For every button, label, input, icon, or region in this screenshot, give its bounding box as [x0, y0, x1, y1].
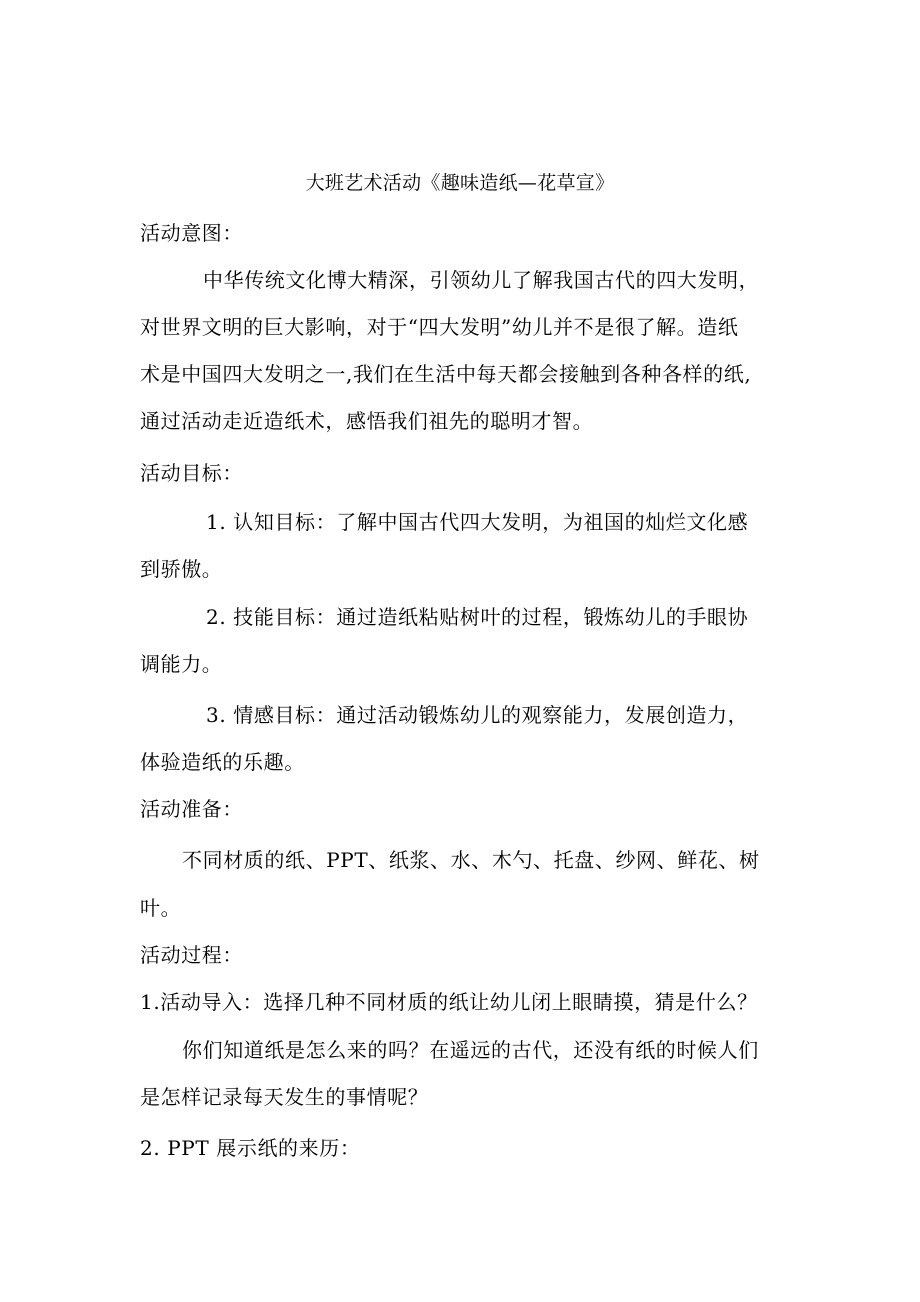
goal-item-2-continued: 调能力。 — [140, 652, 223, 676]
intent-line: 术是中国四大发明之一,我们在生活中每天都会接触到各种各样的纸, — [140, 362, 752, 386]
intent-heading: 活动意图： — [140, 221, 243, 245]
intent-line: 对世界文明的巨大影响，对于“四大发明”幼儿并不是很了解。造纸 — [140, 315, 739, 339]
goals-heading: 活动目标： — [140, 461, 243, 485]
process-line: 你们知道纸是怎么来的吗？在遥远的古代，还没有纸的时候人们 — [182, 1038, 759, 1062]
goal-item-2: 2. 技能目标：通过造纸粘贴树叶的过程，锻炼幼儿的手眼协 — [206, 605, 749, 629]
prep-line: 叶。 — [140, 896, 182, 920]
intent-line: 中华传统文化博大精深，引领幼儿了解我国古代的四大发明， — [203, 268, 760, 292]
process-heading: 活动过程： — [140, 943, 243, 967]
goal-item-3-continued: 体验造纸的乐趣。 — [140, 750, 305, 774]
process-line: 是怎样记录每天发生的事情呢？ — [140, 1085, 429, 1109]
goal-item-1: 1. 认知目标：了解中国古代四大发明，为祖国的灿烂文化感 — [206, 510, 749, 534]
process-step-2: 2. PPT 展示纸的来历： — [140, 1136, 361, 1160]
goal-item-3: 3. 情感目标：通过活动锻炼幼儿的观察能力，发展创造力， — [206, 703, 749, 727]
intent-line: 通过活动走近造纸术，感悟我们祖先的聪明才智。 — [140, 409, 594, 433]
document-title: 大班艺术活动《趣味造纸—花草宣》 — [305, 172, 615, 194]
prep-line: 不同材质的纸、PPT、纸浆、水、木勺、托盘、纱网、鲜花、树 — [182, 848, 760, 872]
prep-heading: 活动准备： — [140, 797, 243, 821]
goal-item-1-continued: 到骄傲。 — [140, 557, 223, 581]
process-step-1: 1.活动导入：选择几种不同材质的纸让幼儿闭上眼睛摸，猜是什么？ — [140, 990, 758, 1014]
